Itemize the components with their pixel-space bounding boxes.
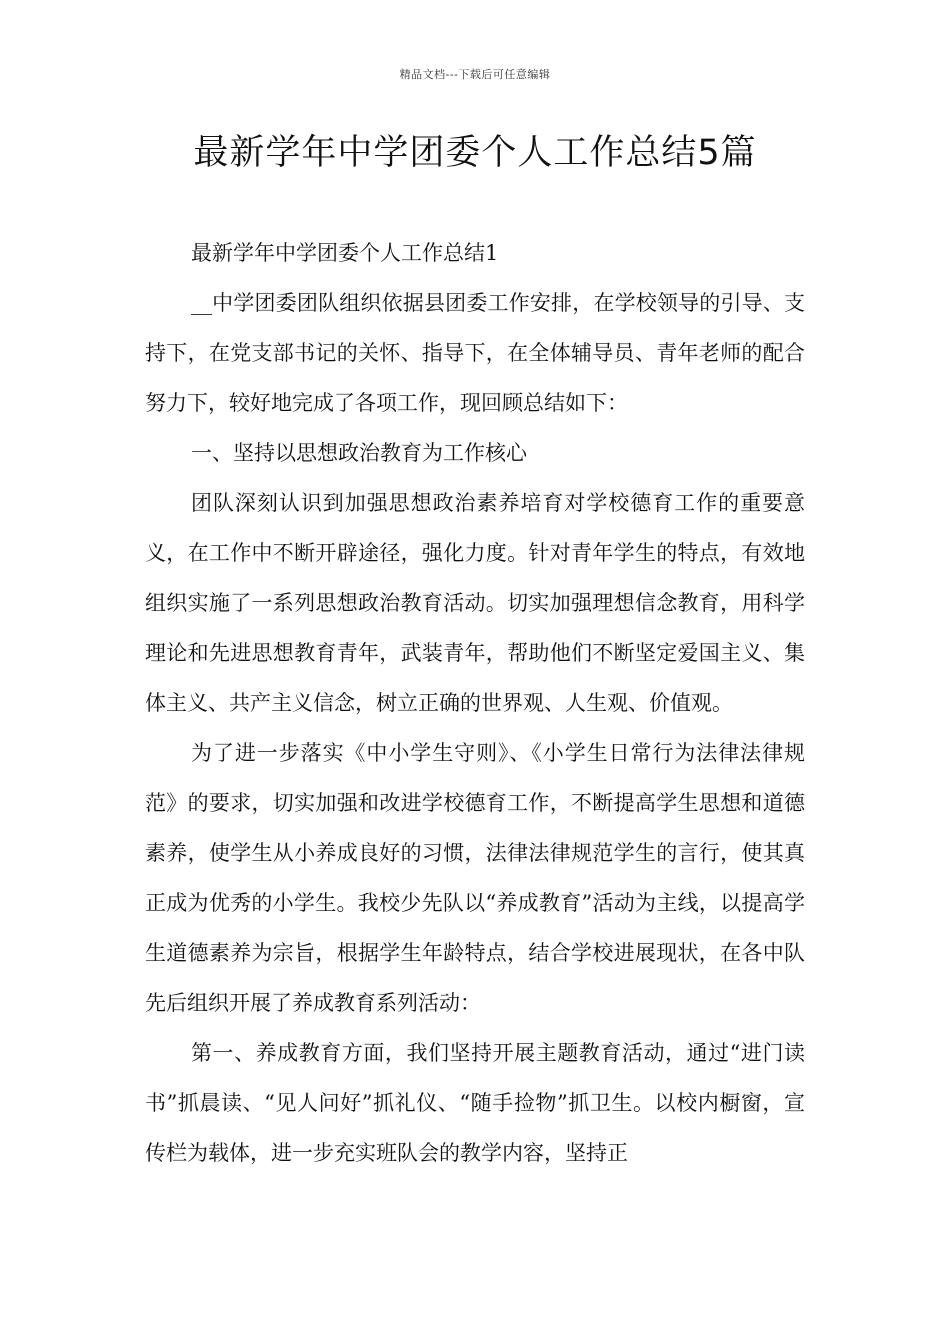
paragraph-intro: __中学团委团队组织依据县团委工作安排，在学校领导的引导、支持下，在党支部书记的关怀、指导下，在全体辅导员、青年老师的配合努力下，较好地完成了各项工作，现回顾总结如下： <box>145 291 805 415</box>
document-title: 最新学年中学团委个人工作总结5篇 <box>193 133 757 173</box>
paragraph-habits: 第一、养成教育方面，我们坚持开展主题教育活动，通过“进门读书”抓晨读、“见人问好”抓礼仪、“随手捡物”抓卫生。以校内橱窗，宣传栏为载体，进一步充实班队会的教学内容，坚持正 <box>145 1041 805 1165</box>
paragraph-ideology: 团队深刻认识到加强思想政治素养培育对学校德育工作的重要意义，在工作中不断开辟途径，强化力度。针对青年学生的特点，有效地组织实施了一系列思想政治教育活动。切实加强理想信念教育，用科学理论和先进思想教育青年，武装青年，帮助他们不断坚定爱国主义、集体主义、共产主义信念，树立正确的世界观、人生观、价值观。 <box>145 491 805 715</box>
heading-item-1: 一、坚持以思想政治教育为工作核心 <box>191 441 527 465</box>
document-body <box>145 228 805 1178</box>
paragraph-rules: 为了进一步落实《中小学生守则》、《小学生日常行为法律法律规范》的要求，切实加强和改进学校德育工作，不断提高学生思想和道德素养，使学生从小养成良好的习惯，法律法律规范学生的言行，使其真正成为优秀的小学生。我校少先队以“养成教育”活动为主线，以提高学生道德素养为宗旨，根据学生年龄特点，结合学校进展现状，在各中队先后组织开展了养成教育系列活动： <box>145 741 805 1015</box>
header-note: 精品文档---下载后可任意编辑 <box>399 68 551 81</box>
section-title: 最新学年中学团委个人工作总结1 <box>191 241 499 265</box>
